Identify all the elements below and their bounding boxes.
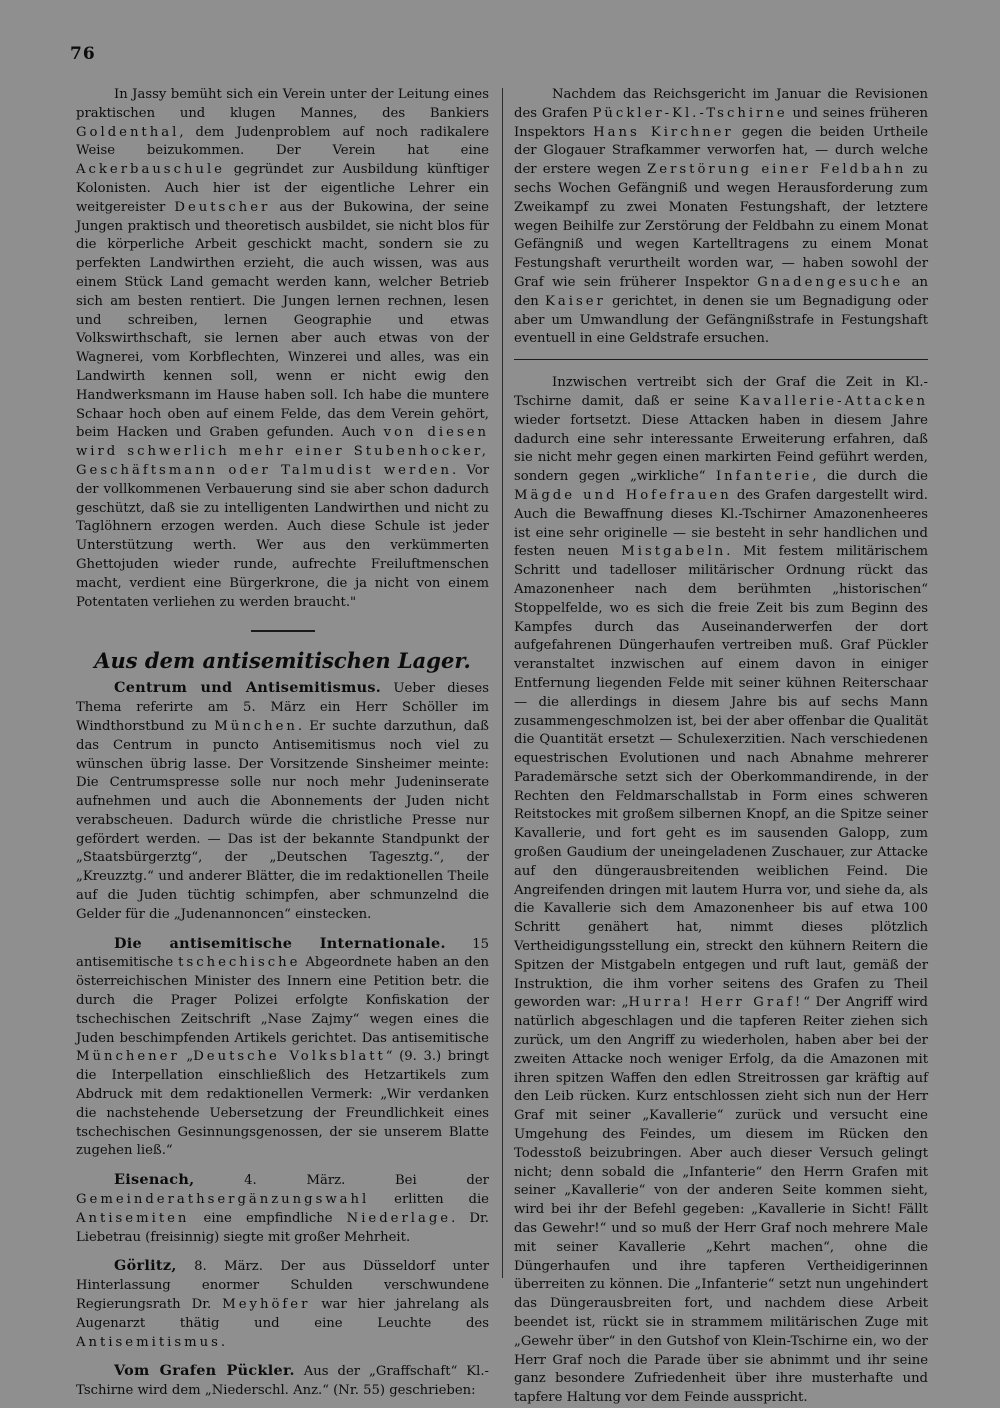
article-heading: Eisenach, — [114, 1171, 195, 1189]
article-heading: Centrum und Antisemitismus. — [114, 679, 382, 697]
section-title: Aus dem antisemitischen Lager. — [94, 648, 471, 674]
page-number: 76 — [70, 44, 96, 64]
article-heading: Die antisemitische Internationale. — [114, 934, 446, 952]
paragraph-separator — [514, 359, 928, 360]
right-column — [514, 86, 928, 1408]
article-heading: Görlitz, — [114, 1257, 177, 1275]
eisenach-article: Eisenach, 4. März. Bei der Gemeinderathsergänzungswahl erlitten die Antisemiten eine empfindliche Niederlage. Dr. Liebetrau (freisinnig) siegte mit großer Mehrheit. — [76, 1171, 489, 1245]
pueckler-article: Vom Grafen Pückler. Aus der „Graffschaft“ Kl.-Tschirne wird dem „Niederschl. Anz.“ (Nr. 55) geschrieben: — [76, 1362, 490, 1399]
section-separator — [251, 630, 315, 632]
column-divider — [502, 88, 503, 1278]
left-column — [76, 86, 489, 1401]
centrum-article: Centrum und Antisemitismus. Ueber dieses Thema referirte am 5. März ein Herr Schöller im Windthorstbund zu München. Er suchte darzuthun, daß das Centrum in puncto Antisemitismus noch viel zu wünschen übrig lasse. Der Vorsitzende Sinsheimer meinte: Die Centrumspresse solle nur noch mehr Judeninserate aufnehmen und auch die Abonnements der Juden nicht verabscheuen. Dadurch würde die christliche Presse nur gefördert werden. — Das ist der bekannte Standpunkt der „Staatsbürgerztg“, der „Deutschen Tagesztg.“, der „Kreuzztg.“ und anderer Blätter, die im redaktionellen Theile auf die Juden tüchtig schimpfen, aber schmunzelnd die Gelder für die „Judenannoncen“ einstecken. — [76, 679, 489, 922]
internationale-article: Die antisemitische Internationale. 15 antisemitische tschechische Abgeordnete haben an den österreichischen Minister des Innern eine Petition betr. die durch die Prager Polizei erfolgte Konfiskation der tschechischen Zeitschrift „Nase Zajmy“ wegen eines die Juden beschimpfenden Artikels gerichtet. Das antisemitische Münchener „Deutsche Volksblatt“ (9. 3.) bringt die Interpellation einschließlich des Hetzartikels zum Abdruck mit dem redaktionellen Vermerk: „Wir verdanken die nachstehende Uebersetzung der Freundlichkeit eines tschechischen Gesinnungsgenossen, der sie unserem Blatte zugehen ließ.“ — [76, 934, 489, 1159]
article-heading: Vom Grafen Pückler. — [114, 1362, 295, 1380]
jassy-paragraph: In Jassy bemüht sich ein Verein unter der Leitung eines praktischen und klugen Mannes, des Bankiers Goldenthal, dem Judenproblem auf noch radikalere Weise beizukommen. Der Verein hat eine Ackerbauschule gegründet zur Ausbildung künftiger Kolonisten. Auch hier ist der eigentliche Lehrer ein weitgereister Deutscher aus der Bukowina, der seine Jungen praktisch und theoretisch ausbildet, sie nicht blos für die körperliche Arbeit geschickt macht, sondern sie zu perfekten Landwirthen erzieht, die auch wissen, was aus einem Stück Land gemacht werden kann, welcher Betrieb sich am besten rentiert. Die Jungen lernen rechnen, lesen und schreiben, lernen Geographie und etwas Volkswirthschaft, sie lernen aber auch etwas von der Wagnerei, vom Korbflechten, Winzerei und alles, was ein Landwirth kennen soll, wenn er nicht ewig den Handwerksmann im Hause haben soll. Ich habe die muntere Schaar hoch oben auf einem Felde, das dem Verein gehört, beim Hacken und Graben gefunden. Auch von diesen wird schwerlich mehr einer Stubenhocker, Geschäftsmann oder Talmudist werden. Vor der vollkommenen Verbauerung sind sie aber schon dadurch geschützt, daß sie zu intelligenten Landwirthen und nicht zu Taglöhnern erzogen werden. Auch diese Schule ist jeder Unterstützung werth. Wer aus den verkümmerten Ghettojuden wieder runde, aufrechte Freiluftmenschen macht, verdient eine Bürgerkrone, die ja nicht von einem Potentaten verliehen zu werden braucht." — [76, 87, 490, 610]
reichsgericht-paragraph: Nachdem das Reichsgericht im Januar die Revisionen des Grafen Pückler-Kl.-Tschirne und seines früheren Inspektors Hans Kirchner gegen die beiden Urtheile der Glogauer Strafkammer verworfen hat, — durch welche der erstere wegen Zerstörung einer Feldbahn zu sechs Wochen Gefängniß und wegen Herausforderung zum Zweikampf zu zwei Monaten Festungshaft, der letztere wegen Beihilfe zur Zerstörung der Feldbahn zu einem Monat Gefängniß und wegen Kartelltragens zu einem Monat Festungshaft verurtheilt worden war, — haben sowohl der Graf wie sein früherer Inspektor Gnadengesuche an den Kaiser gerichtet, in denen sie um Begnadigung oder aber um Umwandlung der Gefängnißstrafe in Festungshaft eventuell in eine Geldstrafe ersuchen. — [514, 87, 929, 347]
goerlitz-article: Görlitz, 8. März. Der aus Düsseldorf unter Hinterlassung enormer Schulden verschwundene Regierungsrath Dr. Meyhöfer war hier jahrelang als Augenarzt thätig und eine Leuchte des Antisemitismus. — [76, 1257, 489, 1350]
kavallerie-paragraph: Inzwischen vertreibt sich der Graf die Zeit in Kl.-Tschirne damit, daß er seine Kavallerie-Attacken wieder fortsetzt. Diese Attacken haben in diesem Jahre dadurch eine sehr interessante Erweiterung erfahren, daß sie nicht mehr gegen einen markirten Feind geführt werden, sondern gegen „wirkliche“ Infanterie, die durch die Mägde und Hofefrauen des Grafen dargestellt wird. Auch die Bewaffnung dieses Kl.-Tschirner Amazonenheeres ist eine sehr originelle — sie besteht in sehr handlichen und festen neuen Mistgabeln. Mit festem militärischem Schritt und tadelloser militärischer Ordnung rückt das Amazonenheer nach dem berühmten „historischen“ Stoppelfelde, wo es sich die freie Zeit bis zum Beginn des Kampfes durch das Auseinanderwerfen der dort aufgefahrenen Düngerhaufen vertreiben muß. Graf Pückler veranstaltet inzwischen auf einem davon in einiger Entfernung liegenden Felde mit seiner kühnen Reiterschaar — die allerdings in diesem Jahre bis auf sechs Mann zusammengeschmolzen ist, bei der aber offenbar die Qualität die Quantität ersetzt — Schulexerzitien. Nach verschiedenen equestrischen Evolutionen und nach Abnahme mehrerer Parademärsche setzt sich der Oberkommandirende, in der Rechten den Feldmarschallstab in Form eines schweren Reitstockes mit großem silbernen Knopf, an die Spitze seiner Kavallerie, und fort geht es im sausenden Galopp, zum großen Gaudium der uneingeladenen Zuschauer, zur Attacke auf den düngerausbreitenden weiblichen Feind. Die Angreifenden dringen mit lautem Hurra vor, und siehe da, als die Kavallerie sich dem Amazonenheer bis auf etwa 100 Schritt genähert hat, nimmt dieses plötzlich Vertheidigungsstellung ein, streckt den kühnern Reitern die Spitzen der Mistgabeln entgegen und ruft laut, gemäß der Instruktion, die ihm vorher seitens des Grafen zu Theil geworden war: „Hurra! Herr Graf!“ Der Angriff wird natürlich abgeschlagen und die tapferen Reiter ziehen sich zurück, um den Angriff zu wiederholen, haben aber bei der zweiten Attacke noch weniger Erfolg, da die Amazonen mit ihren spitzen Waffen den edlen Streitrossen gar kräftig auf den Leib rücken. Kurz entschlossen zieht sich nun der Herr Graf mit seiner „Kavallerie“ zurück und versucht eine Umgehung des Feindes, um diesem im Rücken den Todesstoß beizubringen. Aber auch dieser Versuch gelingt nicht; denn sobald die „Infanterie“ den Herrn Grafen mit seiner „Kavallerie“ von der anderen Seite kommen sieht, wird bei ihr der Befehl gegeben: „Kavallerie in Sicht! Fällt das Gewehr!“ und so muß der Herr Graf noch mehrere Male mit seiner Kavallerie „Kehrt machen“, ohne die Düngerhaufen und ihre tapferen Vertheidigerinnen überreiten zu können. Die „Infanterie“ setzt nun ungehindert das Düngerausbreiten fort, und nachdem diese Arbeit beendet ist, rückt sie in strammem militärischen Zuge mit „Gewehr über“ in den Gutshof von Klein-Tschirne ein, wo der Herr Graf noch die Parade über sie abnimmt und ihr seine ganz besondere Zufriedenheit über ihre musterhafte und tapfere Haltung vor dem Feinde ausspricht. — [514, 375, 928, 1406]
